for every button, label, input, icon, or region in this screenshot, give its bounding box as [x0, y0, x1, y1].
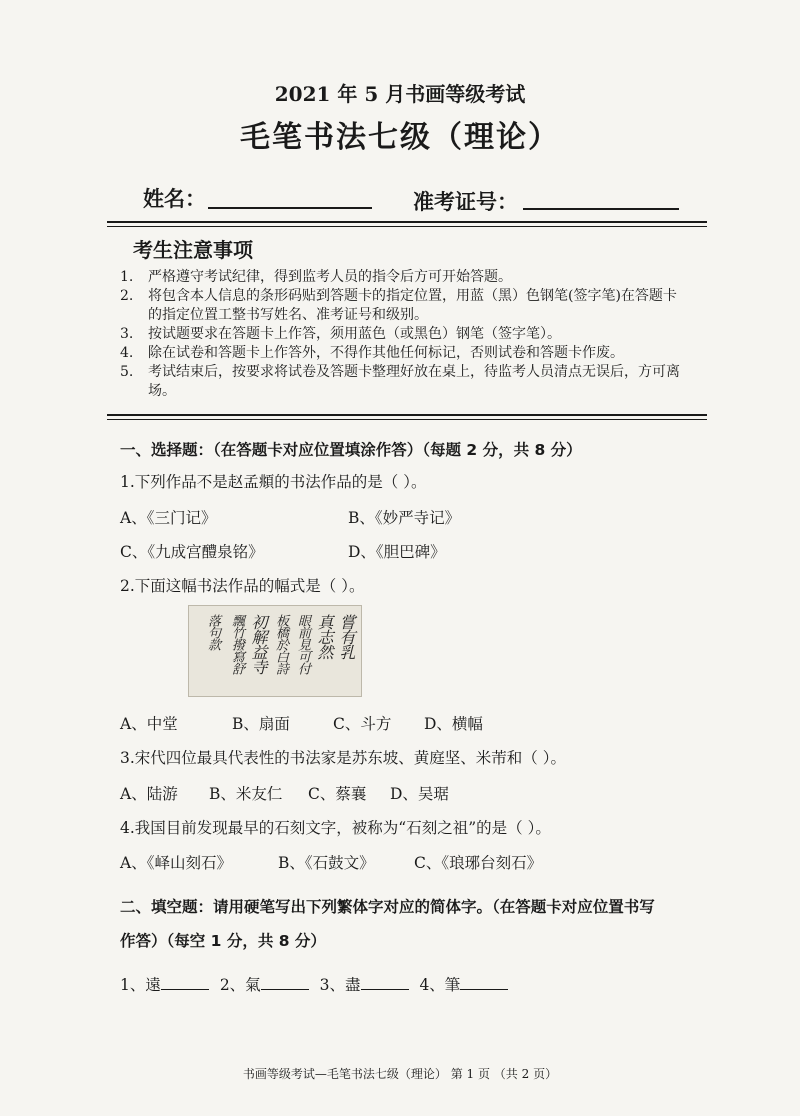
q3-option-b[interactable]: B、米友仁 — [209, 785, 283, 803]
fill-blank-4[interactable] — [460, 975, 508, 990]
fill-blank-2[interactable] — [261, 975, 309, 990]
calligraphy-column: 落句款 — [205, 614, 220, 650]
section2-title-line2: 作答）（每空 1 分，共 8 分） — [120, 932, 326, 950]
q1-option-d[interactable]: D、《胆巴碑》 — [348, 543, 446, 561]
calligraphy-image — [188, 605, 362, 697]
fill-blank-1[interactable] — [161, 975, 209, 990]
notice-item — [120, 363, 690, 401]
name-field[interactable] — [208, 207, 372, 209]
notice-num: 3. — [120, 326, 134, 342]
q3-option-d[interactable]: D、吴琚 — [390, 785, 449, 803]
q1-option-b[interactable]: B、《妙严寺记》 — [348, 509, 461, 527]
fill-item-label: 2、氣 — [219, 976, 261, 994]
fill-item-label: 3、盡 — [319, 976, 361, 994]
page-footer: 书画等级考试—毛笔书法七级（理论） 第 1 页 （共 2 页） — [242, 1067, 558, 1081]
notice-item — [120, 325, 690, 344]
notice-num: 4. — [120, 345, 134, 361]
q2-text: 2.下面这幅书法作品的幅式是（ ）。 — [120, 577, 365, 595]
calligraphy-column: 初解益寺 — [249, 614, 268, 674]
q4-option-b[interactable]: B、《石鼓文》 — [278, 854, 375, 872]
divider-top-1 — [107, 221, 707, 223]
notice-text: 考试结束后，按要求将试卷及答题卡整理好放在桌上，待监考人员清点无误后，方可离场。 — [148, 364, 680, 399]
divider-top-2 — [107, 226, 707, 227]
id-field[interactable] — [523, 208, 679, 210]
notice-num: 2. — [120, 288, 134, 304]
calligraphy-column: 板橋於白詩 — [273, 614, 288, 674]
section2-title-line1: 二、填空题：请用硬笔写出下列繁体字对应的简体字。（在答题卡对应位置书写 — [120, 898, 655, 916]
q2-option-c[interactable]: C、斗方 — [333, 715, 392, 733]
calligraphy-column: 眼前見可付 — [295, 614, 310, 674]
q4-text: 4.我国目前发现最早的石刻文字，被称为“石刻之祖”的是（ ）。 — [120, 819, 551, 837]
exam-title: 2021 年 5 月书画等级考试 — [274, 82, 526, 106]
notice-item — [120, 344, 690, 363]
calligraphy-column: 飄竹撥寫舒 — [229, 614, 244, 674]
notice-title: 考生注意事项 — [133, 238, 253, 262]
fill-item-label: 4、筆 — [419, 976, 461, 994]
calligraphy-column: 嘗有乳 — [337, 614, 356, 659]
name-label: 姓名： — [143, 186, 206, 211]
notice-text: 按试题要求在答题卡上作答，须用蓝色（或黑色）钢笔（签字笔）。 — [148, 326, 561, 342]
q3-option-c[interactable]: C、蔡襄 — [308, 785, 367, 803]
notice-num: 5. — [120, 364, 134, 380]
q1-option-c[interactable]: C、《九成宫醴泉铭》 — [120, 543, 264, 561]
q2-option-d[interactable]: D、横幅 — [424, 715, 483, 733]
notice-num: 1. — [120, 269, 134, 285]
notice-text: 除在试卷和答题卡上作答外，不得作其他任何标记，否则试卷和答题卡作废。 — [148, 345, 624, 361]
notice-text: 严格遵守考试纪律，得到监考人员的指令后方可开始答题。 — [148, 269, 512, 285]
q2-option-b[interactable]: B、扇面 — [232, 715, 290, 733]
fill-blank-row — [120, 973, 514, 995]
q1-text: 1.下列作品不是赵孟頫的书法作品的是（ ）。 — [120, 473, 427, 491]
q4-option-c[interactable]: C、《琅琊台刻石》 — [414, 854, 543, 872]
notice-item — [120, 287, 690, 325]
notice-text: 将包含本人信息的条形码贴到答题卡的指定位置，用蓝（黑）色钢笔(签字笔)在答题卡的指定位置工整书写姓名、准考证号和级别。 — [148, 288, 677, 323]
q1-option-a[interactable]: A、《三门记》 — [120, 509, 217, 527]
fill-item-label: 1、遠 — [120, 976, 161, 994]
section1-title: 一、选择题：（在答题卡对应位置填涂作答）（每题 2 分，共 8 分） — [120, 441, 582, 459]
q3-text: 3.宋代四位最具代表性的书法家是苏东坡、黄庭坚、米芾和（ ）。 — [120, 749, 566, 767]
fill-blank-3[interactable] — [361, 975, 409, 990]
calligraphy-column: 真志然 — [315, 614, 334, 659]
divider-mid-1 — [107, 414, 707, 416]
divider-mid-2 — [107, 419, 707, 420]
subject-title: 毛笔书法七级（理论） — [240, 120, 560, 155]
id-label: 准考证号： — [413, 189, 518, 214]
notice-item — [120, 268, 690, 287]
q4-option-a[interactable]: A、《峄山刻石》 — [120, 854, 232, 872]
q3-option-a[interactable]: A、陆游 — [120, 785, 178, 803]
notice-list — [120, 268, 690, 401]
q2-option-a[interactable]: A、中堂 — [120, 715, 178, 733]
